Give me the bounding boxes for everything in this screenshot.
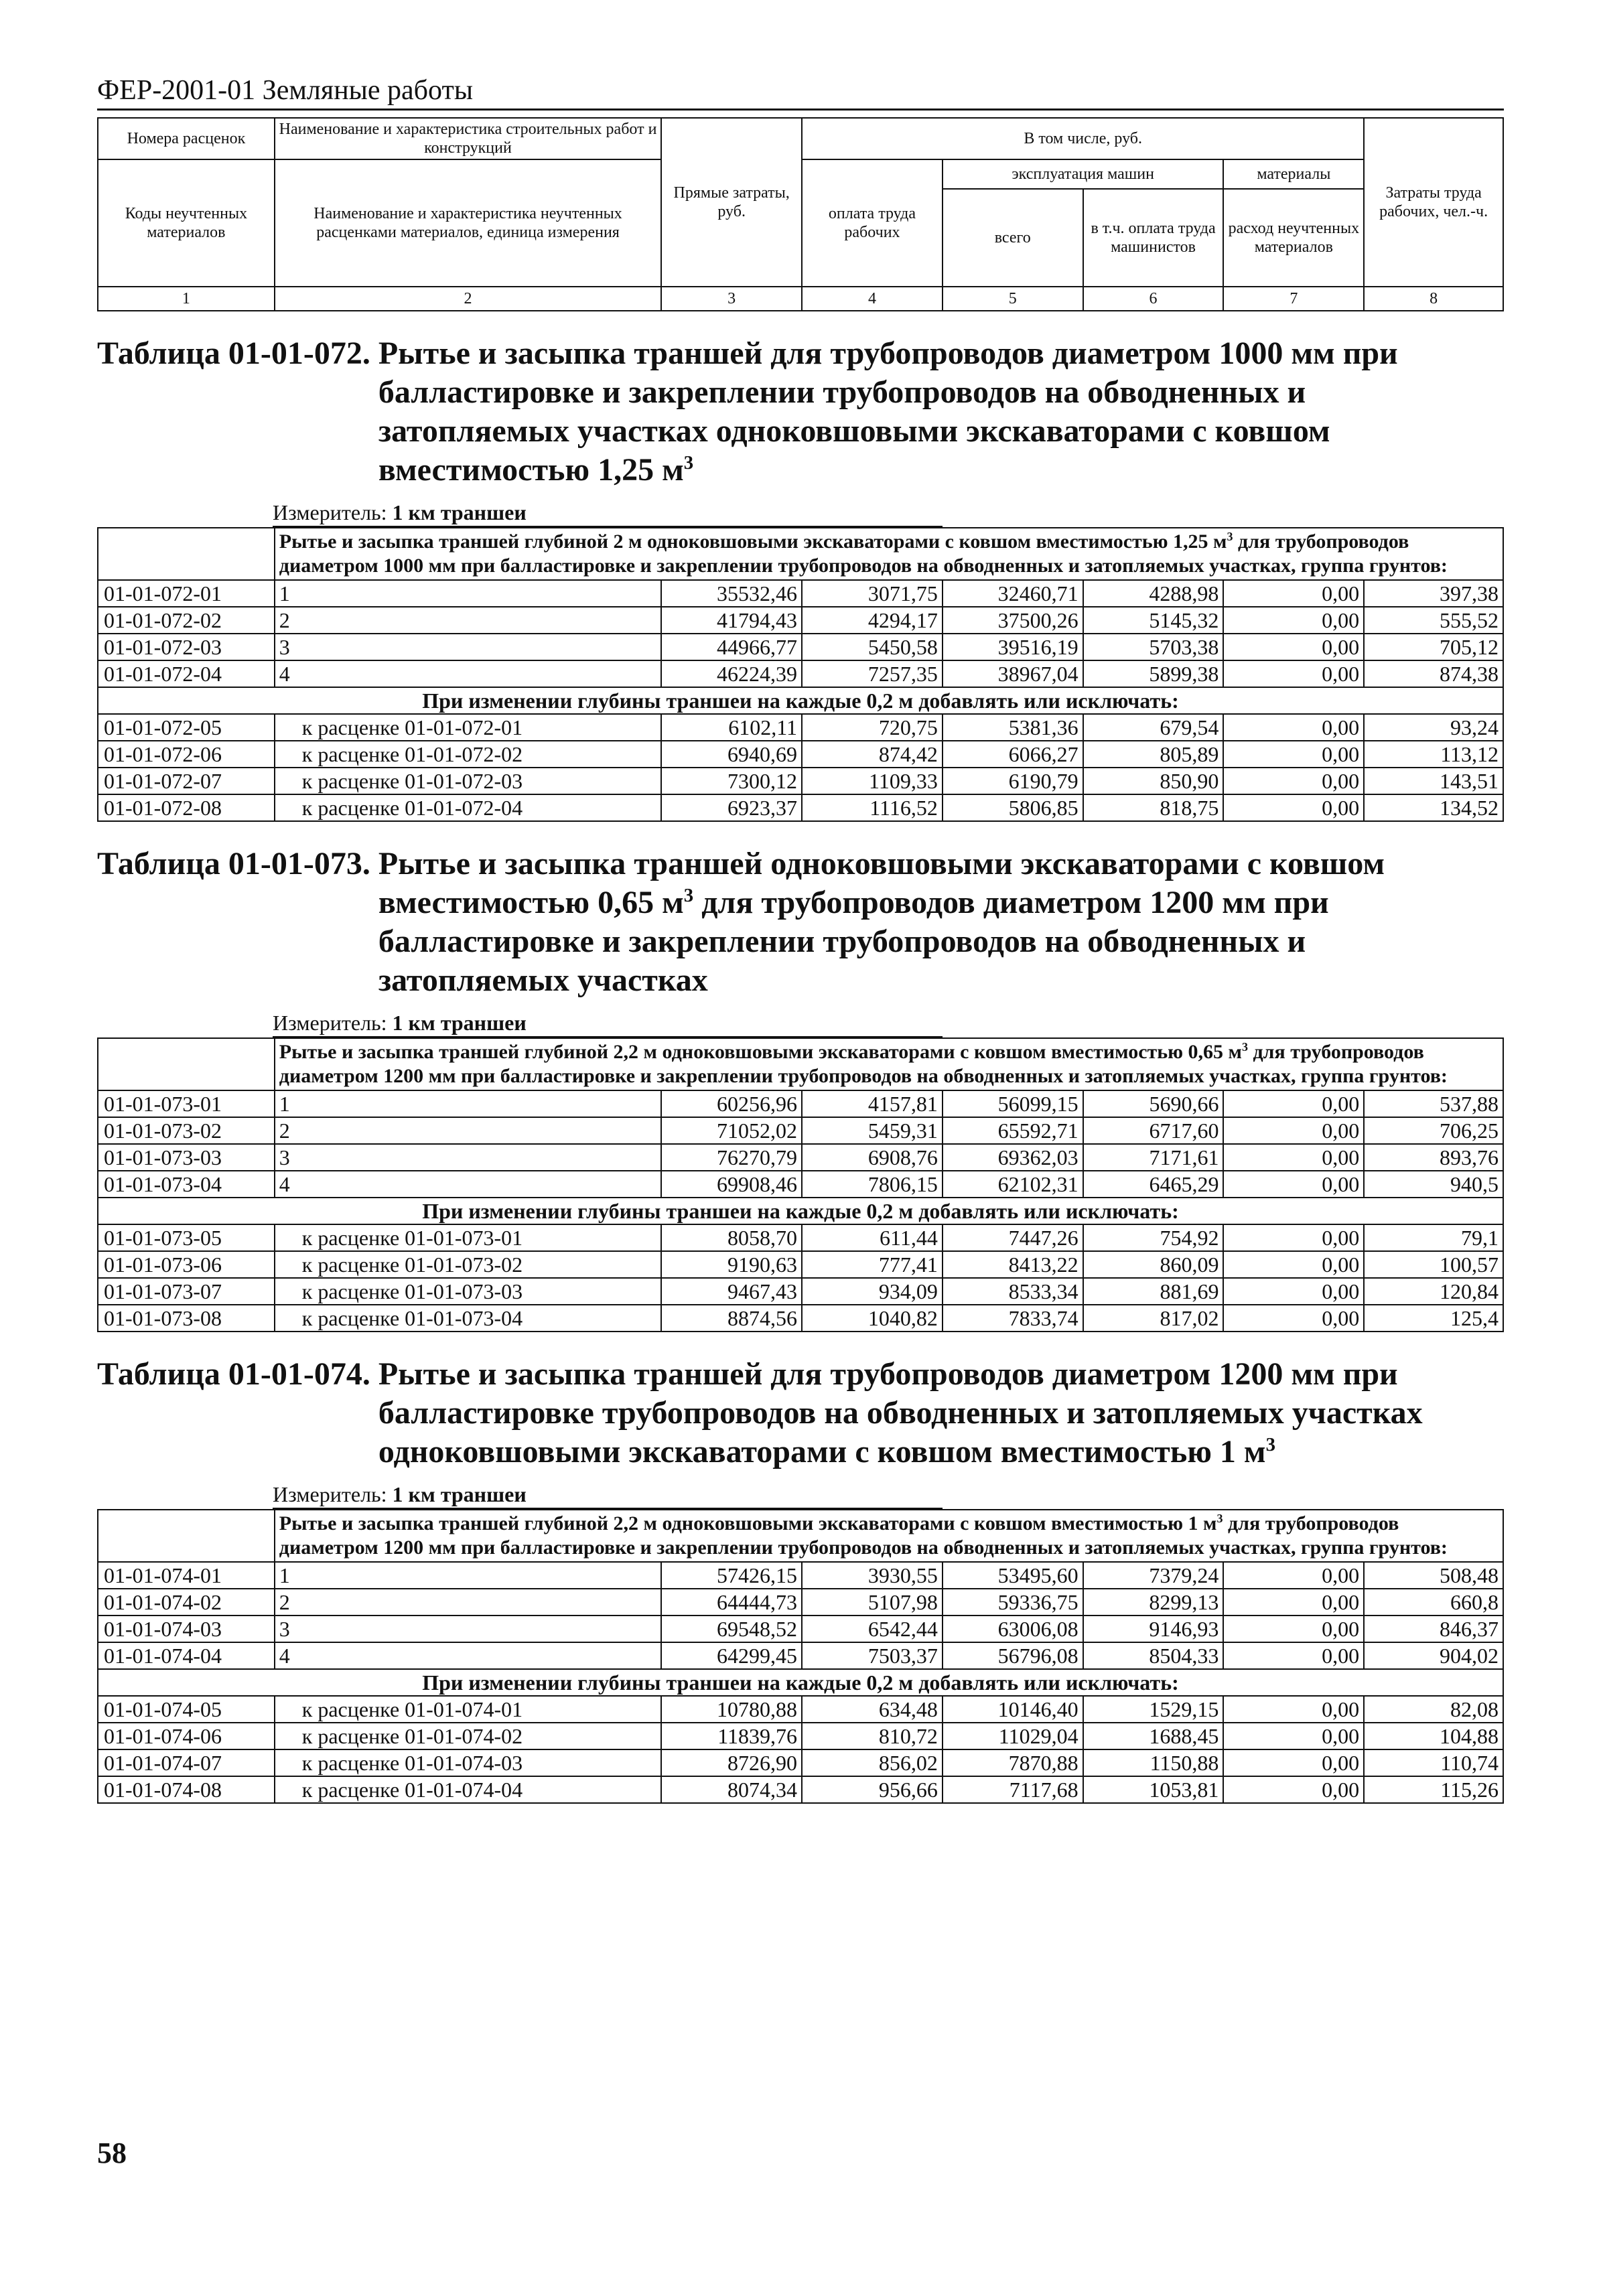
- cell-value: 0,00: [1223, 1144, 1364, 1171]
- table-section: [97, 1355, 1504, 1804]
- table-row: [98, 794, 1503, 821]
- cell-value: 69548,52: [661, 1616, 802, 1642]
- cell-value: 1529,15: [1083, 1696, 1224, 1723]
- group-header-row: [98, 1038, 1503, 1090]
- cell-value: 8874,56: [661, 1305, 802, 1332]
- cell-value: 5806,85: [943, 794, 1083, 821]
- cell-value: 5107,98: [802, 1589, 943, 1616]
- cell-value: 934,09: [802, 1278, 943, 1305]
- table-row: [98, 660, 1503, 687]
- cell-value: 818,75: [1083, 794, 1224, 821]
- cell-description: к расценке 01-01-074-02: [275, 1723, 661, 1749]
- cell-value: 6102,11: [661, 714, 802, 741]
- cell-value: 63006,08: [943, 1616, 1083, 1642]
- cell-value: 397,38: [1364, 580, 1503, 607]
- cell-value: 110,74: [1364, 1749, 1503, 1776]
- table-row: [98, 1616, 1503, 1642]
- cell-value: 35532,46: [661, 580, 802, 607]
- hdr-naim-materials: Наименование и характеристика неучтенных расценками материалов, единица измерения: [275, 159, 661, 287]
- cell-value: 10146,40: [943, 1696, 1083, 1723]
- cell-value: 10780,88: [661, 1696, 802, 1723]
- cell-value: 0,00: [1223, 768, 1364, 794]
- cell-value: 5690,66: [1083, 1090, 1224, 1117]
- cell-value: 777,41: [802, 1251, 943, 1278]
- cell-value: 46224,39: [661, 660, 802, 687]
- unit-line: Измеритель: 1 км траншеи: [273, 1009, 943, 1037]
- cell-value: 4294,17: [802, 607, 943, 634]
- change-description: При изменении глубины траншеи на каждые 0,2 м добавлять или исключать:: [98, 1198, 1503, 1224]
- cell-value: 8074,34: [661, 1776, 802, 1803]
- hdr-v-tom-chisle: В том числе, руб.: [802, 118, 1364, 159]
- cell-value: 5381,36: [943, 714, 1083, 741]
- cell-value: 0,00: [1223, 1749, 1364, 1776]
- table-row: [98, 714, 1503, 741]
- cell-value: 57426,15: [661, 1562, 802, 1589]
- cell-value: 69908,46: [661, 1171, 802, 1198]
- hdr-rashod: расход неучтенных материалов: [1223, 189, 1364, 287]
- cell-value: 37500,26: [943, 607, 1083, 634]
- cell-value: 0,00: [1223, 1305, 1364, 1332]
- cell-value: 5145,32: [1083, 607, 1224, 634]
- running-header: ФЕР-2001-01 Земляные работы: [97, 74, 1504, 111]
- cell-description: 1: [275, 580, 661, 607]
- table-row: [98, 580, 1503, 607]
- cell-value: 611,44: [802, 1224, 943, 1251]
- cell-value: 100,57: [1364, 1251, 1503, 1278]
- cell-value: 660,8: [1364, 1589, 1503, 1616]
- cell-code: 01-01-074-07: [98, 1749, 275, 1776]
- group-blank: [98, 528, 275, 580]
- cell-code: 01-01-074-05: [98, 1696, 275, 1723]
- cell-value: 65592,71: [943, 1117, 1083, 1144]
- cell-code: 01-01-074-06: [98, 1723, 275, 1749]
- cell-value: 41794,43: [661, 607, 802, 634]
- column-number: 3: [661, 287, 802, 311]
- cell-value: 6190,79: [943, 768, 1083, 794]
- cell-description: к расценке 01-01-073-04: [275, 1305, 661, 1332]
- cell-value: 6542,44: [802, 1616, 943, 1642]
- cell-value: 62102,31: [943, 1171, 1083, 1198]
- cell-code: 01-01-072-07: [98, 768, 275, 794]
- hdr-zatraty: Затраты труда рабочих, чел.-ч.: [1364, 118, 1503, 287]
- column-number: 2: [275, 287, 661, 311]
- table-row: [98, 741, 1503, 768]
- cell-value: 3071,75: [802, 580, 943, 607]
- column-number: 6: [1083, 287, 1224, 311]
- cell-value: 120,84: [1364, 1278, 1503, 1305]
- table-section: [97, 845, 1504, 1332]
- change-header-row: [98, 1198, 1503, 1224]
- cell-value: 134,52: [1364, 794, 1503, 821]
- cell-value: 5703,38: [1083, 634, 1224, 660]
- cell-value: 56099,15: [943, 1090, 1083, 1117]
- cell-description: 1: [275, 1090, 661, 1117]
- table-row: [98, 1696, 1503, 1723]
- cell-value: 537,88: [1364, 1090, 1503, 1117]
- column-number: 1: [98, 287, 275, 311]
- table-row: [98, 1251, 1503, 1278]
- cell-value: 956,66: [802, 1776, 943, 1803]
- cell-code: 01-01-073-07: [98, 1278, 275, 1305]
- cell-value: 69362,03: [943, 1144, 1083, 1171]
- cell-value: 0,00: [1223, 1776, 1364, 1803]
- table-row: [98, 1090, 1503, 1117]
- table-row: [98, 1749, 1503, 1776]
- column-header-table: [97, 117, 1504, 311]
- table-row: [98, 1117, 1503, 1144]
- cell-description: 4: [275, 1171, 661, 1198]
- unit-line: Измеритель: 1 км траншеи: [273, 499, 943, 527]
- cell-value: 940,5: [1364, 1171, 1503, 1198]
- cell-value: 38967,04: [943, 660, 1083, 687]
- cell-description: 3: [275, 1616, 661, 1642]
- hdr-vtch: в т.ч. оплата труда машинистов: [1083, 189, 1224, 287]
- cell-value: 82,08: [1364, 1696, 1503, 1723]
- change-description: При изменении глубины траншеи на каждые 0,2 м добавлять или исключать:: [98, 1669, 1503, 1696]
- cell-description: к расценке 01-01-073-02: [275, 1251, 661, 1278]
- cell-value: 904,02: [1364, 1642, 1503, 1669]
- rates-table: [97, 1509, 1504, 1804]
- cell-value: 846,37: [1364, 1616, 1503, 1642]
- table-row: [98, 1278, 1503, 1305]
- cell-value: 874,42: [802, 741, 943, 768]
- hdr-pryamye: Прямые затраты, руб.: [661, 118, 802, 287]
- cell-value: 1109,33: [802, 768, 943, 794]
- cell-value: 856,02: [802, 1749, 943, 1776]
- section-number: Таблица 01-01-074.: [97, 1356, 370, 1392]
- cell-value: 0,00: [1223, 607, 1364, 634]
- group-description: Рытье и засыпка траншей глубиной 2,2 м одноковшовыми экскаваторами с ковшом вместимостью 1 $м^3$ для трубопроводов диаметром 1200 мм при балластировке и закреплении трубопроводов на обводненных и затопляемых участках, группа грунтов:: [275, 1510, 1503, 1562]
- cell-value: 1040,82: [802, 1305, 943, 1332]
- cell-value: 143,51: [1364, 768, 1503, 794]
- cell-description: к расценке 01-01-074-03: [275, 1749, 661, 1776]
- cell-code: 01-01-074-03: [98, 1616, 275, 1642]
- table-row: [98, 1305, 1503, 1332]
- cell-value: 6923,37: [661, 794, 802, 821]
- cell-code: 01-01-074-08: [98, 1776, 275, 1803]
- cell-description: 4: [275, 1642, 661, 1669]
- cell-value: 0,00: [1223, 1251, 1364, 1278]
- cell-value: 1116,52: [802, 794, 943, 821]
- cell-value: 0,00: [1223, 741, 1364, 768]
- cell-value: 850,90: [1083, 768, 1224, 794]
- cell-value: 8504,33: [1083, 1642, 1224, 1669]
- cell-value: 817,02: [1083, 1305, 1224, 1332]
- hdr-oplata: оплата труда рабочих: [802, 159, 943, 287]
- cell-value: 8533,34: [943, 1278, 1083, 1305]
- cell-value: 7447,26: [943, 1224, 1083, 1251]
- section-title: [97, 845, 1504, 1000]
- cell-value: 5899,38: [1083, 660, 1224, 687]
- change-description: При изменении глубины траншеи на каждые 0,2 м добавлять или исключать:: [98, 687, 1503, 714]
- cell-value: 53495,60: [943, 1562, 1083, 1589]
- cell-value: 1150,88: [1083, 1749, 1224, 1776]
- group-header-row: [98, 1510, 1503, 1562]
- cell-value: 44966,77: [661, 634, 802, 660]
- cell-value: 9190,63: [661, 1251, 802, 1278]
- cell-description: к расценке 01-01-074-01: [275, 1696, 661, 1723]
- cell-value: 93,24: [1364, 714, 1503, 741]
- cell-description: 3: [275, 1144, 661, 1171]
- cell-code: 01-01-073-01: [98, 1090, 275, 1117]
- cell-value: 1053,81: [1083, 1776, 1224, 1803]
- table-row: [98, 1144, 1503, 1171]
- cell-code: 01-01-072-02: [98, 607, 275, 634]
- cell-value: 0,00: [1223, 1642, 1364, 1669]
- table-row: [98, 607, 1503, 634]
- cell-value: 0,00: [1223, 1723, 1364, 1749]
- cell-value: 4288,98: [1083, 580, 1224, 607]
- cell-description: 2: [275, 1117, 661, 1144]
- hdr-kody: Коды неучтенных материалов: [98, 159, 275, 287]
- cell-value: 64299,45: [661, 1642, 802, 1669]
- cell-value: 754,92: [1083, 1224, 1224, 1251]
- hdr-nomera: Номера расценок: [98, 118, 275, 159]
- cell-code: 01-01-073-08: [98, 1305, 275, 1332]
- cell-value: 0,00: [1223, 634, 1364, 660]
- cell-value: 11029,04: [943, 1723, 1083, 1749]
- table-row: [98, 1562, 1503, 1589]
- table-section: [97, 334, 1504, 822]
- cell-value: 32460,71: [943, 580, 1083, 607]
- table-row: [98, 768, 1503, 794]
- table-row: [98, 1723, 1503, 1749]
- cell-code: 01-01-074-01: [98, 1562, 275, 1589]
- cell-value: 0,00: [1223, 714, 1364, 741]
- cell-value: 6465,29: [1083, 1171, 1224, 1198]
- rates-table: [97, 527, 1504, 822]
- table-row: [98, 1171, 1503, 1198]
- cell-value: 8058,70: [661, 1224, 802, 1251]
- cell-value: 0,00: [1223, 794, 1364, 821]
- cell-value: 125,4: [1364, 1305, 1503, 1332]
- cell-value: 0,00: [1223, 1171, 1364, 1198]
- cell-value: 7503,37: [802, 1642, 943, 1669]
- cell-value: 3930,55: [802, 1562, 943, 1589]
- cell-code: 01-01-072-05: [98, 714, 275, 741]
- cell-description: 2: [275, 1589, 661, 1616]
- cell-value: 5459,31: [802, 1117, 943, 1144]
- change-header-row: [98, 1669, 1503, 1696]
- cell-value: 810,72: [802, 1723, 943, 1749]
- cell-value: 0,00: [1223, 1696, 1364, 1723]
- group-description: Рытье и засыпка траншей глубиной 2 м одноковшовыми экскаваторами с ковшом вместимостью 1,25 $м^3$ для трубопроводов диаметром 1000 мм при балластировке и закреплении трубопроводов на обводненных и затопляемых участках, группа грунтов:: [275, 528, 1503, 580]
- column-number: 8: [1364, 287, 1503, 311]
- table-row: [98, 1589, 1503, 1616]
- hdr-naim-works: Наименование и характеристика строительных работ и конструкций: [275, 118, 661, 159]
- table-row: [98, 1642, 1503, 1669]
- cell-code: 01-01-074-04: [98, 1642, 275, 1669]
- cell-value: 4157,81: [802, 1090, 943, 1117]
- cell-code: 01-01-073-06: [98, 1251, 275, 1278]
- document-page: [97, 74, 1504, 1804]
- cell-code: 01-01-073-05: [98, 1224, 275, 1251]
- cell-description: к расценке 01-01-073-03: [275, 1278, 661, 1305]
- cell-value: 9467,43: [661, 1278, 802, 1305]
- cell-code: 01-01-073-02: [98, 1117, 275, 1144]
- unit-line: Измеритель: 1 км траншеи: [273, 1481, 943, 1509]
- cell-value: 881,69: [1083, 1278, 1224, 1305]
- cell-code: 01-01-073-03: [98, 1144, 275, 1171]
- hdr-ekspl: эксплуатация машин: [943, 159, 1224, 189]
- cell-value: 555,52: [1364, 607, 1503, 634]
- cell-code: 01-01-072-01: [98, 580, 275, 607]
- cell-value: 1688,45: [1083, 1723, 1224, 1749]
- cell-value: 6717,60: [1083, 1117, 1224, 1144]
- group-blank: [98, 1510, 275, 1562]
- group-description: Рытье и засыпка траншей глубиной 2,2 м одноковшовыми экскаваторами с ковшом вместимостью 0,65 $м^3$ для трубопроводов диаметром 1200 мм при балластировке и закреплении трубопроводов на обводненных и затопляемых участках, группа грунтов:: [275, 1038, 1503, 1090]
- page-number: 58: [97, 2137, 127, 2169]
- cell-value: 6066,27: [943, 741, 1083, 768]
- section-title-text: Рытье и засыпка траншей для трубопроводов диаметром 1200 мм при балластировке трубопроводов на обводненных и затопляемых участках одноковшовыми экскаваторами с ковшом вместимостью 1 $м^3$: [378, 1356, 1423, 1469]
- cell-value: 8413,22: [943, 1251, 1083, 1278]
- cell-value: 874,38: [1364, 660, 1503, 687]
- cell-description: к расценке 01-01-072-04: [275, 794, 661, 821]
- cell-value: 0,00: [1223, 1090, 1364, 1117]
- section-number: Таблица 01-01-072.: [97, 336, 370, 371]
- cell-value: 11839,76: [661, 1723, 802, 1749]
- cell-value: 60256,96: [661, 1090, 802, 1117]
- cell-value: 7379,24: [1083, 1562, 1224, 1589]
- section-title-text: Рытье и засыпка траншей одноковшовыми экскаваторами с ковшом вместимостью 0,65 $м^3$ для трубопроводов диаметром 1200 мм при балластировке и закреплении трубопроводов на обводненных и затопляемых участках: [378, 846, 1385, 998]
- cell-value: 0,00: [1223, 1224, 1364, 1251]
- section-number: Таблица 01-01-073.: [97, 846, 370, 881]
- cell-description: 3: [275, 634, 661, 660]
- rates-table: [97, 1037, 1504, 1332]
- cell-value: 805,89: [1083, 741, 1224, 768]
- cell-value: 634,48: [802, 1696, 943, 1723]
- section-title-text: Рытье и засыпка траншей для трубопроводов диаметром 1000 мм при балластировке и закреплении трубопроводов на обводненных и затопляемых участках одноковшовыми экскаваторами с ковшом вместимостью 1,25 $м^3$: [378, 336, 1398, 488]
- cell-value: 7833,74: [943, 1305, 1083, 1332]
- cell-description: к расценке 01-01-072-01: [275, 714, 661, 741]
- cell-value: 679,54: [1083, 714, 1224, 741]
- cell-description: к расценке 01-01-072-02: [275, 741, 661, 768]
- cell-value: 8726,90: [661, 1749, 802, 1776]
- cell-value: 76270,79: [661, 1144, 802, 1171]
- table-row: [98, 634, 1503, 660]
- column-number: 4: [802, 287, 943, 311]
- column-number: 7: [1223, 287, 1364, 311]
- cell-value: 720,75: [802, 714, 943, 741]
- change-header-row: [98, 687, 1503, 714]
- cell-value: 0,00: [1223, 1616, 1364, 1642]
- cell-value: 7257,35: [802, 660, 943, 687]
- cell-value: 113,12: [1364, 741, 1503, 768]
- cell-value: 7806,15: [802, 1171, 943, 1198]
- cell-description: 4: [275, 660, 661, 687]
- group-blank: [98, 1038, 275, 1090]
- column-number: 5: [943, 287, 1083, 311]
- cell-value: 0,00: [1223, 660, 1364, 687]
- cell-value: 5450,58: [802, 634, 943, 660]
- cell-value: 6908,76: [802, 1144, 943, 1171]
- cell-value: 7870,88: [943, 1749, 1083, 1776]
- column-number-row: [98, 287, 1503, 311]
- cell-description: к расценке 01-01-072-03: [275, 768, 661, 794]
- cell-value: 706,25: [1364, 1117, 1503, 1144]
- sections-container: [97, 334, 1504, 1804]
- section-title: [97, 334, 1504, 490]
- cell-value: 893,76: [1364, 1144, 1503, 1171]
- cell-value: 0,00: [1223, 580, 1364, 607]
- cell-value: 0,00: [1223, 1589, 1364, 1616]
- cell-value: 7300,12: [661, 768, 802, 794]
- table-row: [98, 1776, 1503, 1803]
- cell-value: 7171,61: [1083, 1144, 1224, 1171]
- cell-value: 9146,93: [1083, 1616, 1224, 1642]
- group-header-row: [98, 528, 1503, 580]
- cell-value: 0,00: [1223, 1278, 1364, 1305]
- cell-value: 705,12: [1364, 634, 1503, 660]
- cell-code: 01-01-072-06: [98, 741, 275, 768]
- cell-value: 56796,08: [943, 1642, 1083, 1669]
- cell-description: к расценке 01-01-073-01: [275, 1224, 661, 1251]
- section-title: [97, 1355, 1504, 1472]
- cell-value: 7117,68: [943, 1776, 1083, 1803]
- cell-value: 104,88: [1364, 1723, 1503, 1749]
- cell-description: 2: [275, 607, 661, 634]
- cell-value: 0,00: [1223, 1117, 1364, 1144]
- cell-code: 01-01-072-03: [98, 634, 275, 660]
- cell-value: 79,1: [1364, 1224, 1503, 1251]
- cell-value: 115,26: [1364, 1776, 1503, 1803]
- hdr-materialy: материалы: [1223, 159, 1364, 189]
- cell-code: 01-01-072-04: [98, 660, 275, 687]
- cell-value: 8299,13: [1083, 1589, 1224, 1616]
- cell-value: 71052,02: [661, 1117, 802, 1144]
- cell-code: 01-01-073-04: [98, 1171, 275, 1198]
- cell-value: 6940,69: [661, 741, 802, 768]
- cell-description: к расценке 01-01-074-04: [275, 1776, 661, 1803]
- cell-value: 59336,75: [943, 1589, 1083, 1616]
- cell-code: 01-01-072-08: [98, 794, 275, 821]
- cell-description: 1: [275, 1562, 661, 1589]
- cell-value: 508,48: [1364, 1562, 1503, 1589]
- table-row: [98, 1224, 1503, 1251]
- cell-value: 0,00: [1223, 1562, 1364, 1589]
- cell-value: 860,09: [1083, 1251, 1224, 1278]
- cell-value: 64444,73: [661, 1589, 802, 1616]
- cell-code: 01-01-074-02: [98, 1589, 275, 1616]
- cell-value: 39516,19: [943, 634, 1083, 660]
- hdr-vsego: всего: [943, 189, 1083, 287]
